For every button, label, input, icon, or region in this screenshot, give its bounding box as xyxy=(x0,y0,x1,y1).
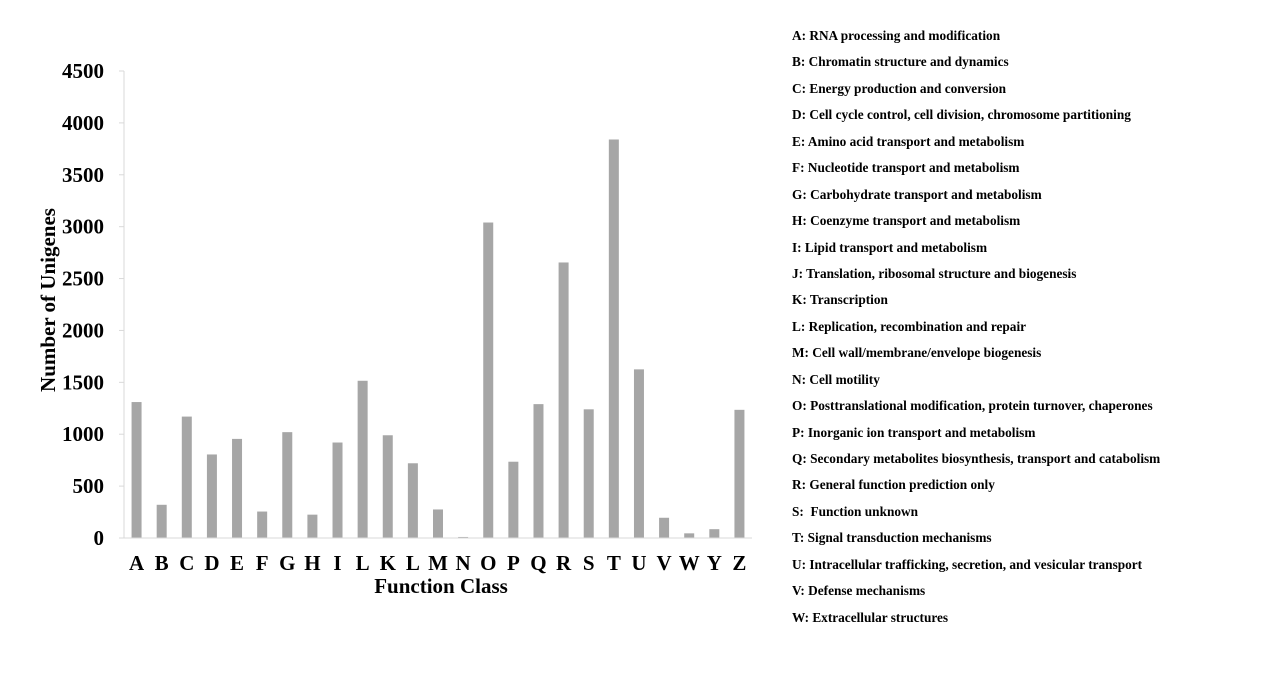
legend-item: H: Coenzyme transport and metabolism xyxy=(792,213,1021,229)
legend-item: P: Inorganic ion transport and metabolism xyxy=(792,424,1036,440)
x-tick-label: D xyxy=(204,551,220,575)
legend-item: Q: Secondary metabolites biosynthesis, transport and catabolism xyxy=(792,451,1161,466)
x-tick-label: K xyxy=(379,551,396,575)
x-tick-label: U xyxy=(631,551,647,575)
y-tick-label: 4000 xyxy=(62,110,104,135)
legend-item: L: Replication, recombination and repair xyxy=(792,318,1027,334)
legend-item: D: Cell cycle control, cell division, chromosome partitioning xyxy=(792,107,1131,123)
y-tick-label: 1000 xyxy=(62,422,104,447)
legend-item: O: Posttranslational modification, protein turnover, chaperones xyxy=(792,398,1153,414)
x-tick-label: T xyxy=(606,551,621,575)
legend-item: C: Energy production and conversion xyxy=(792,80,1007,96)
legend xyxy=(792,27,1160,635)
bar-W xyxy=(684,533,694,538)
legend-item: E: Amino acid transport and metabolism xyxy=(792,133,1025,149)
bar-C xyxy=(182,417,192,538)
bar-Q xyxy=(533,404,543,538)
legend-item: N: Cell motility xyxy=(792,371,880,387)
bar-E xyxy=(232,439,242,538)
bars xyxy=(132,139,745,538)
y-axis-title: Number of Unigenes xyxy=(36,208,60,392)
bar-G xyxy=(282,432,292,538)
bar-K xyxy=(383,435,393,538)
bar-O xyxy=(483,223,493,538)
legend-item: K: Transcription xyxy=(792,292,888,308)
y-tick-label: 0 xyxy=(93,526,104,550)
legend-item: G: Carbohydrate transport and metabolism xyxy=(792,186,1042,202)
bar-L xyxy=(408,463,418,538)
bar-F xyxy=(257,512,267,538)
y-tick-label: 3500 xyxy=(62,162,104,187)
legend-item: V: Defense mechanisms xyxy=(792,583,926,599)
x-tick-label: C xyxy=(179,551,195,575)
x-tick-label: E xyxy=(230,551,245,575)
y-tick-label: 500 xyxy=(72,474,104,499)
x-tick-label: A xyxy=(128,551,145,575)
x-tick-label: L xyxy=(355,551,370,575)
bar-L xyxy=(358,381,368,538)
x-tick-label: M xyxy=(428,551,448,575)
legend-item: U: Intracellular trafficking, secretion, and vesicular transport xyxy=(792,556,1143,572)
y-tick-label: 1500 xyxy=(62,370,104,395)
bar-S xyxy=(584,409,594,538)
x-tick-label: G xyxy=(279,551,296,575)
bar-V xyxy=(659,518,669,538)
x-tick-label: W xyxy=(678,551,700,575)
legend-item: F: Nucleotide transport and metabolism xyxy=(792,160,1020,176)
legend-item: R: General function prediction only xyxy=(792,477,995,493)
bar-D xyxy=(207,454,217,538)
x-tick-label: Y xyxy=(706,551,722,575)
x-tick-label: Z xyxy=(732,551,747,575)
x-tick-label: B xyxy=(154,551,169,575)
x-tick-label: O xyxy=(480,551,497,575)
x-tick-label: I xyxy=(333,551,342,575)
legend-item: T: Signal transduction mechanisms xyxy=(792,530,992,546)
y-tick-label: 4500 xyxy=(62,59,104,83)
legend-item: M: Cell wall/membrane/envelope biogenesis xyxy=(792,345,1042,361)
y-axis-ticks xyxy=(62,59,124,550)
bar-I xyxy=(333,443,343,538)
bar-T xyxy=(609,139,619,538)
x-tick-label: S xyxy=(582,551,595,575)
y-tick-label: 2500 xyxy=(62,266,104,291)
x-tick-label: N xyxy=(455,551,471,575)
x-tick-label: V xyxy=(656,551,672,575)
legend-item: I: Lipid transport and metabolism xyxy=(792,239,988,255)
bar-R xyxy=(559,262,569,538)
x-tick-label: F xyxy=(255,551,269,575)
bar-U xyxy=(634,369,644,538)
x-tick-label: Q xyxy=(530,551,547,575)
bar-B xyxy=(157,505,167,538)
bar-Z xyxy=(734,410,744,538)
bar-A xyxy=(132,402,142,538)
legend-item: S: Function unknown xyxy=(792,503,919,519)
bar-Y xyxy=(709,529,719,538)
y-tick-label: 3000 xyxy=(62,214,104,239)
x-axis-category-labels xyxy=(129,551,746,575)
x-axis-title: Function Class xyxy=(374,574,508,598)
legend-item: B: Chromatin structure and dynamics xyxy=(792,54,1009,70)
legend-item: A: RNA processing and modification xyxy=(792,28,1001,43)
bar-M xyxy=(433,509,443,538)
x-tick-label: L xyxy=(405,551,420,575)
legend-item: J: Translation, ribosomal structure and biogenesis xyxy=(792,265,1077,281)
x-tick-label: R xyxy=(556,551,572,575)
legend-item: W: Extracellular structures xyxy=(792,609,949,625)
x-tick-label: H xyxy=(304,551,321,575)
bar-H xyxy=(307,515,317,538)
bar-P xyxy=(508,462,518,538)
x-tick-label: P xyxy=(506,551,520,575)
y-tick-label: 2000 xyxy=(62,318,104,343)
